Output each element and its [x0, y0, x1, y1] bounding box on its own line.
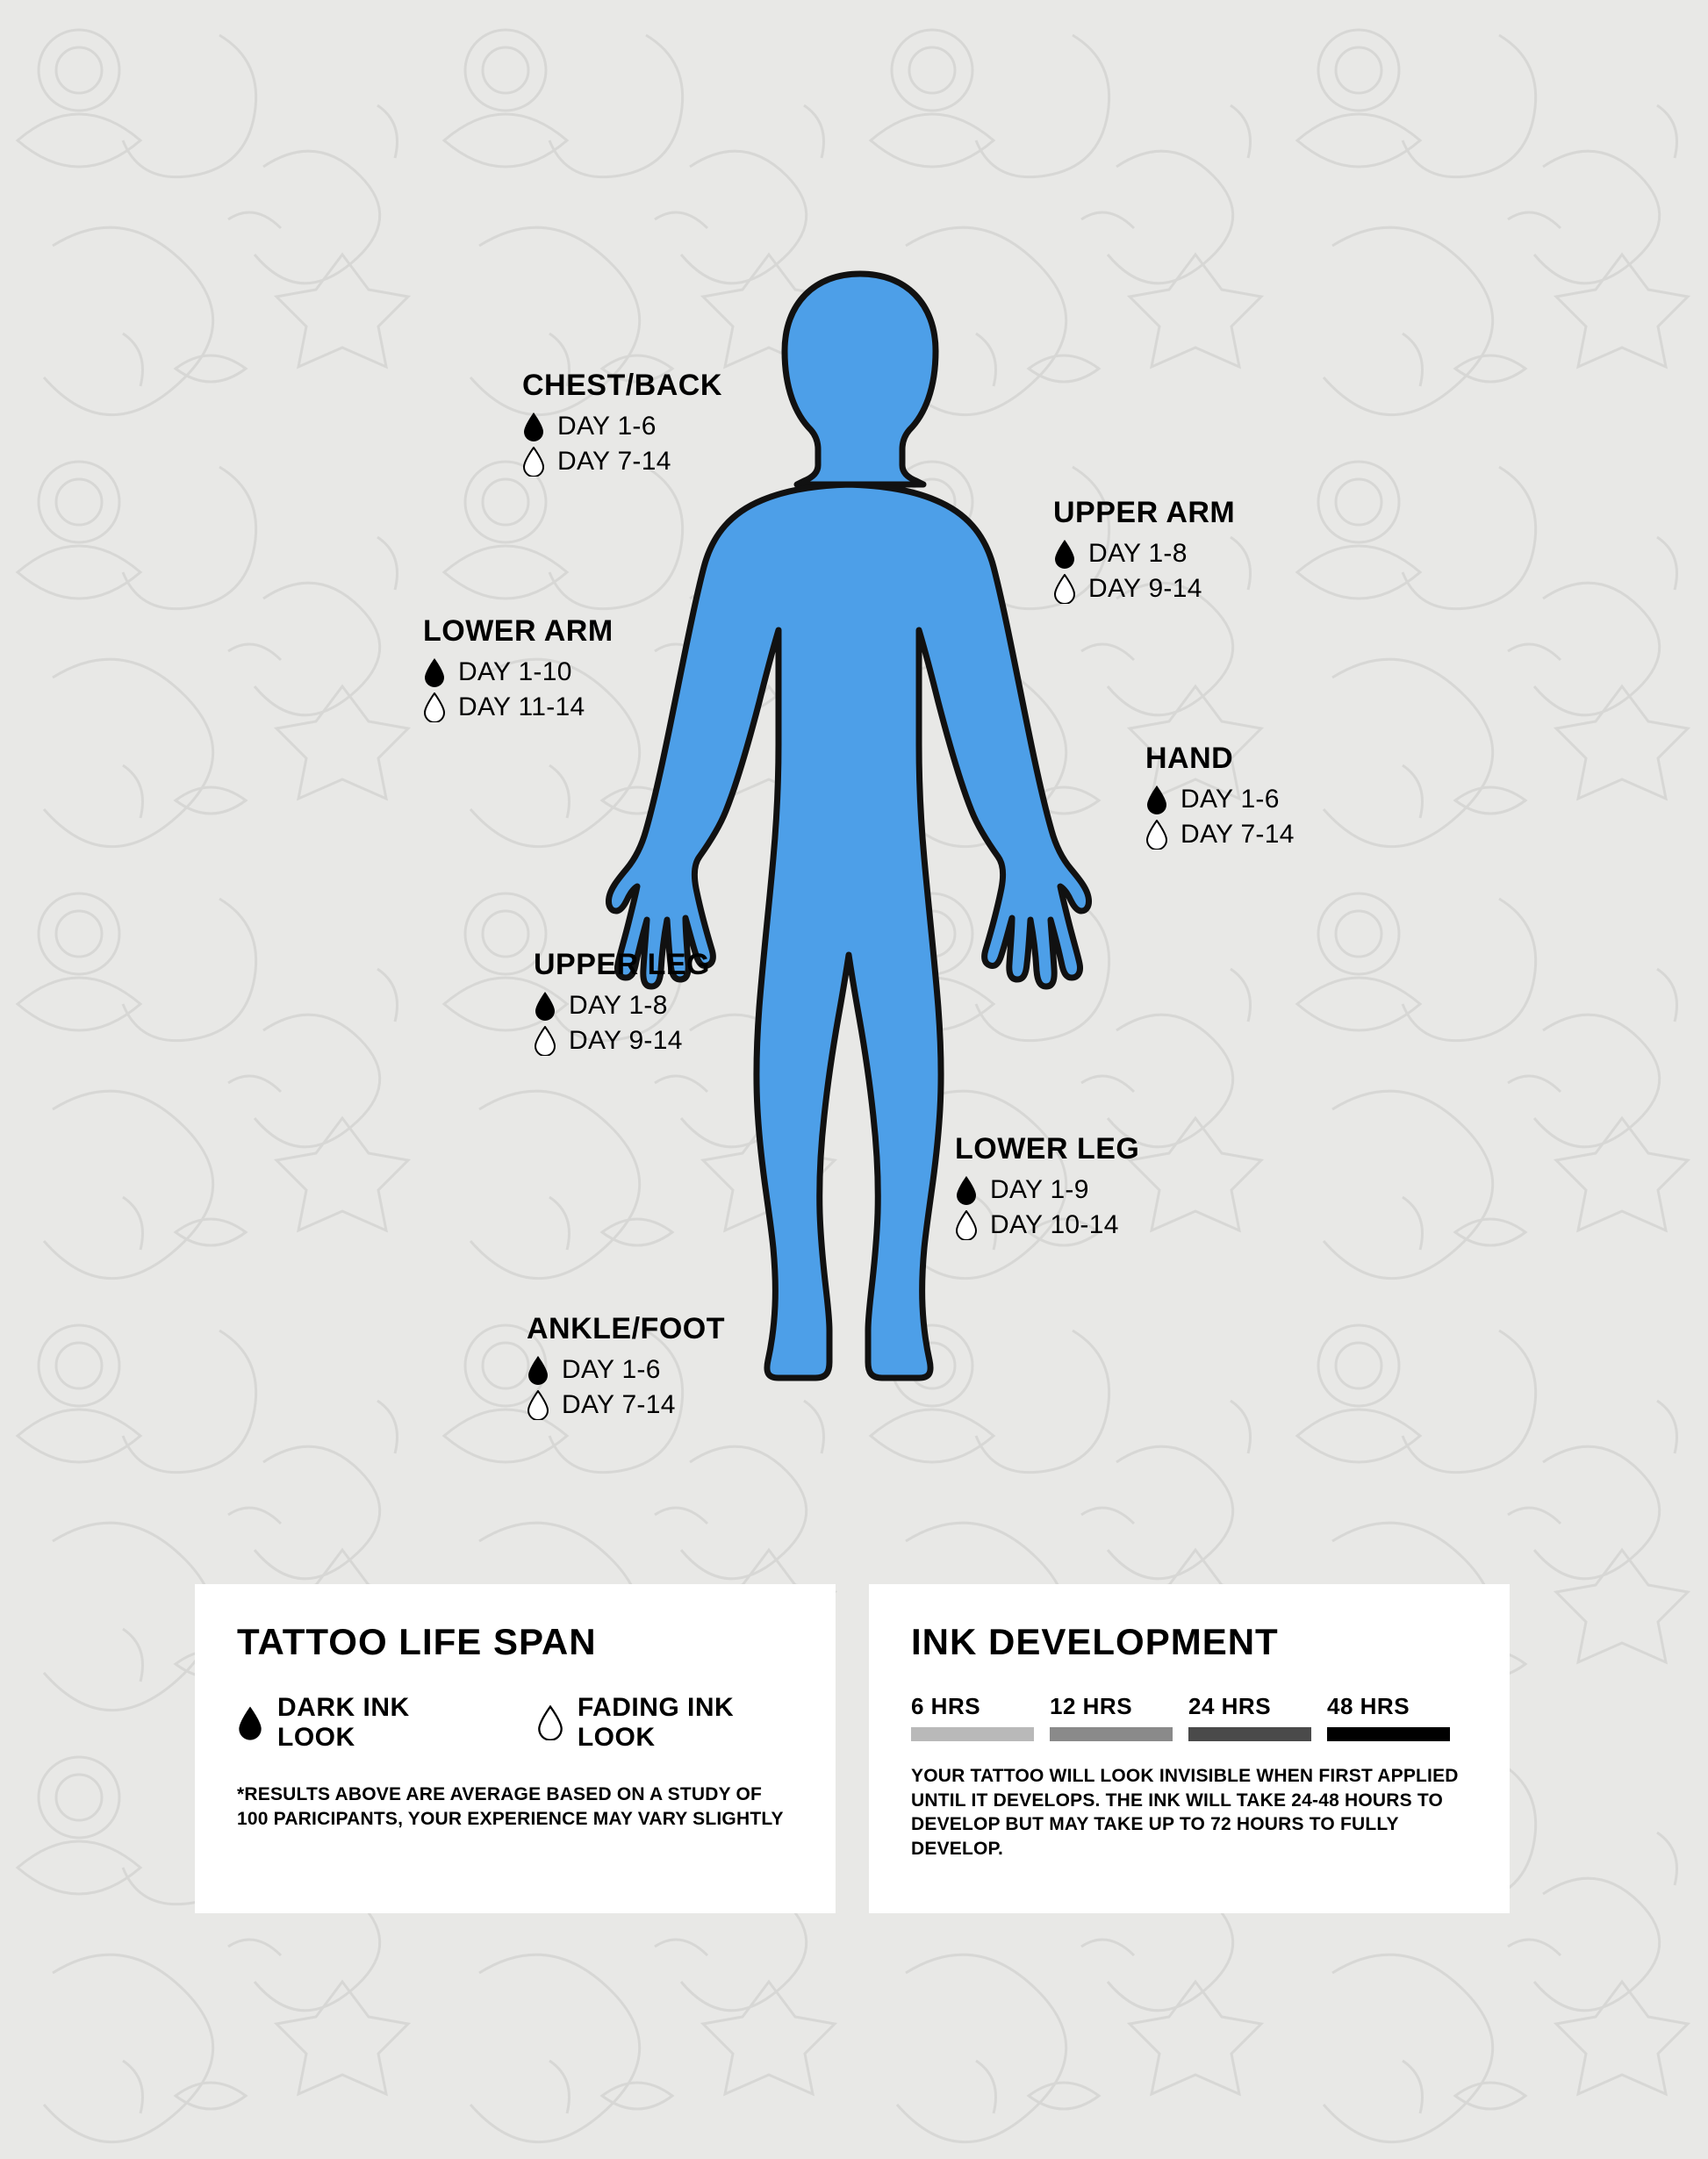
region-row-text: DAY 10-14	[990, 1210, 1119, 1239]
filled-drop-icon	[237, 1705, 263, 1740]
tattoo-life-span-card	[195, 1584, 836, 1913]
label-group-lower-leg	[955, 1132, 1139, 1245]
region-row	[534, 991, 710, 1021]
region-row	[1053, 539, 1235, 569]
legend-row	[237, 1693, 793, 1753]
ink-step-bar	[911, 1727, 1034, 1741]
region-title-lower-leg: LOWER LEG	[955, 1132, 1140, 1166]
region-title-hand: HAND	[1145, 742, 1234, 775]
region-row	[423, 692, 614, 722]
filled-drop-icon	[423, 657, 446, 687]
ink-step-label: 12 HRS	[1050, 1693, 1133, 1719]
region-title-upper-leg: UPPER LEG	[534, 948, 710, 981]
filled-drop-icon	[527, 1355, 549, 1385]
ink-step	[1050, 1693, 1173, 1741]
region-row-text: DAY 1-6	[562, 1355, 661, 1384]
ink-step-label: 24 HRS	[1188, 1693, 1272, 1719]
outline-drop-icon	[537, 1705, 563, 1740]
region-row	[1145, 820, 1295, 850]
card-title-ink-development: INK DEVELOPMENT	[911, 1621, 1279, 1662]
legend-label-fading-ink: FADING INK LOOK	[577, 1693, 735, 1752]
ink-development-body: YOUR TATTOO WILL LOOK INVISIBLE WHEN FIRST APPLIED UNTIL IT DEVELOPS. THE INK WILL TAKE 24-48 HOURS TO DEVELOP BUT MAY TAKE UP TO 72 HOURS TO FULLY DEVELOP.	[911, 1766, 1459, 1860]
region-row-text: DAY 7-14	[557, 447, 671, 476]
legend-label-dark-ink: DARK INK LOOK	[277, 1693, 410, 1752]
region-row-text: DAY 9-14	[1088, 574, 1202, 603]
region-row	[522, 412, 722, 441]
region-row	[534, 1026, 710, 1056]
region-row-text: DAY 1-8	[1088, 539, 1188, 568]
ink-step-label: 48 HRS	[1327, 1693, 1410, 1719]
ink-step	[1188, 1693, 1311, 1741]
outline-drop-icon	[534, 1026, 556, 1056]
region-row	[527, 1390, 725, 1420]
ink-development-scale	[911, 1693, 1468, 1741]
region-row	[955, 1175, 1139, 1205]
label-group-chest-back	[522, 369, 722, 482]
label-group-upper-leg	[534, 948, 710, 1061]
ink-step-label: 6 HRS	[911, 1693, 981, 1719]
label-group-upper-arm	[1053, 496, 1235, 609]
region-row-text: DAY 11-14	[458, 692, 585, 721]
ink-step-bar	[1050, 1727, 1173, 1741]
region-row-text: DAY 7-14	[562, 1390, 676, 1419]
label-group-hand	[1145, 742, 1295, 855]
region-row	[522, 447, 722, 477]
region-row-text: DAY 1-8	[569, 991, 668, 1020]
region-title-ankle-foot: ANKLE/FOOT	[527, 1312, 725, 1345]
ink-step-bar	[1327, 1727, 1450, 1741]
legend-item-dark-ink	[237, 1693, 471, 1753]
region-row-text: DAY 7-14	[1181, 820, 1295, 849]
ink-development-card	[869, 1584, 1510, 1913]
filled-drop-icon	[1053, 539, 1076, 569]
filled-drop-icon	[522, 412, 545, 441]
filled-drop-icon	[534, 991, 556, 1021]
region-row-text: DAY 1-10	[458, 657, 572, 686]
filled-drop-icon	[955, 1175, 978, 1205]
outline-drop-icon	[522, 447, 545, 477]
ink-step	[911, 1693, 1034, 1741]
region-row	[1053, 574, 1235, 604]
region-row-text: DAY 1-6	[1181, 785, 1280, 814]
region-row-text: DAY 9-14	[569, 1026, 683, 1055]
label-group-ankle-foot	[527, 1312, 725, 1425]
region-row	[423, 657, 614, 687]
ink-step-bar	[1188, 1727, 1311, 1741]
outline-drop-icon	[423, 692, 446, 722]
region-row-text: DAY 1-9	[990, 1175, 1089, 1204]
card-title-life-span: TATTOO LIFE SPAN	[237, 1621, 597, 1662]
region-title-chest-back: CHEST/BACK	[522, 369, 722, 402]
region-row	[527, 1355, 725, 1385]
region-row-text: DAY 1-6	[557, 412, 657, 441]
filled-drop-icon	[1145, 785, 1168, 814]
outline-drop-icon	[1145, 820, 1168, 850]
region-title-lower-arm: LOWER ARM	[423, 614, 614, 648]
ink-step	[1327, 1693, 1450, 1741]
label-group-lower-arm	[423, 614, 614, 728]
outline-drop-icon	[1053, 574, 1076, 604]
region-row	[1145, 785, 1295, 814]
life-span-footnote: *RESULTS ABOVE ARE AVERAGE BASED ON A STUDY OF 100 PARICIPANTS, YOUR EXPERIENCE MAY VARY SLIGHTLY	[237, 1784, 784, 1829]
region-row	[955, 1210, 1139, 1240]
legend-item-fading-ink	[537, 1693, 793, 1753]
outline-drop-icon	[955, 1210, 978, 1240]
outline-drop-icon	[527, 1390, 549, 1420]
region-title-upper-arm: UPPER ARM	[1053, 496, 1236, 529]
